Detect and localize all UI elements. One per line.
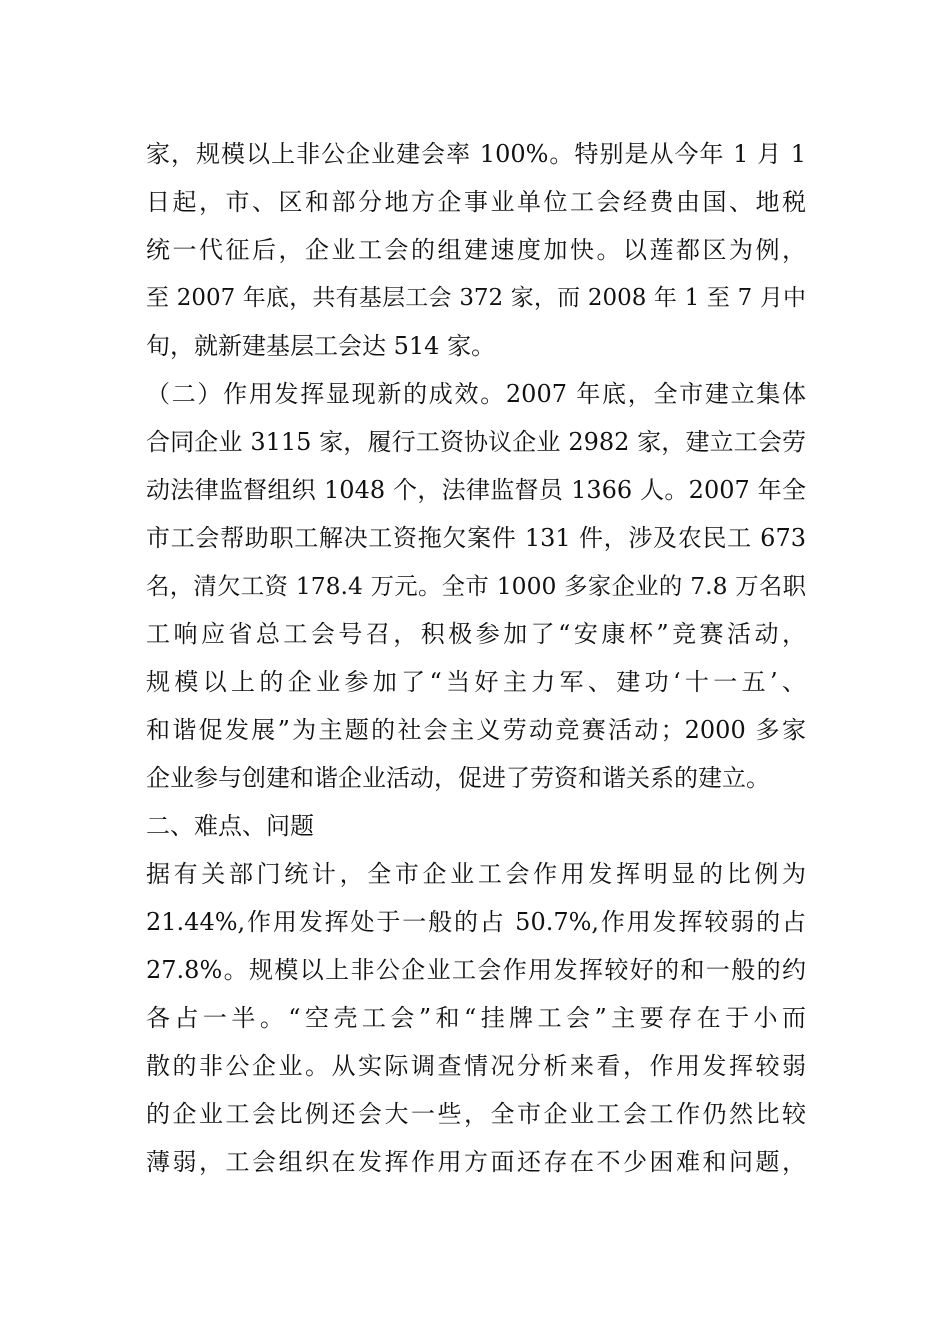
text-line: 21.44%,作用发挥处于一般的占 50.7%,作用发挥较弱的占 <box>146 908 806 936</box>
text-line: 家，规模以上非公企业建会率 100%。特别是从今年 1 月 1 <box>146 140 806 168</box>
text-line: 散的非公企业。从实际调查情况分析来看，作用发挥较弱 <box>146 1052 806 1080</box>
text-line: 27.8%。规模以上非公企业工会作用发挥较好的和一般的约 <box>146 956 806 984</box>
text-line: （二）作用发挥显现新的成效。2007 年底，全市建立集体 <box>146 380 806 408</box>
text-line: 规模以上的企业参加了“当好主力军、建功‘十一五’、 <box>146 668 806 696</box>
text-line: 薄弱，工会组织在发挥作用方面还存在不少困难和问题， <box>146 1148 806 1176</box>
text-line: 日起，市、区和部分地方企事业单位工会经费由国、地税 <box>146 188 806 216</box>
text-line: 各占一半。“空壳工会”和“挂牌工会”主要存在于小而 <box>146 1004 806 1032</box>
text-line: 企业参与创建和谐企业活动，促进了劳资和谐关系的建立。 <box>146 764 770 792</box>
text-line: 的企业工会比例还会大一些，全市企业工会工作仍然比较 <box>146 1100 806 1128</box>
text-line: 旬，就新建基层工会达 514 家。 <box>146 332 496 360</box>
text-line: 和谐促发展”为主题的社会主义劳动竞赛活动；2000 多家 <box>146 716 806 744</box>
text-line: 至 2007 年底，共有基层工会 372 家，而 2008 年 1 至 7 月中 <box>146 285 806 311</box>
text-line: 市工会帮助职工解决工资拖欠案件 131 件，涉及农民工 673 <box>146 524 806 552</box>
text-line: 动法律监督组织 1048 个，法律监督员 1366 人。2007 年全 <box>146 476 806 504</box>
text-line: 合同企业 3115 家，履行工资协议企业 2982 家，建立工会劳 <box>146 428 806 456</box>
text-line: 统一代征后，企业工会的组建速度加快。以莲都区为例， <box>146 236 806 264</box>
document-body <box>146 130 806 1186</box>
text-line: 工响应省总工会号召，积极参加了“安康杯”竞赛活动， <box>146 620 806 648</box>
text-line: 名，清欠工资 178.4 万元。全市 1000 多家企业的 7.8 万名职 <box>146 572 806 600</box>
text-line: 二、难点、问题 <box>146 812 314 840</box>
text-line: 据有关部门统计，全市企业工会作用发挥明显的比例为 <box>146 860 806 888</box>
